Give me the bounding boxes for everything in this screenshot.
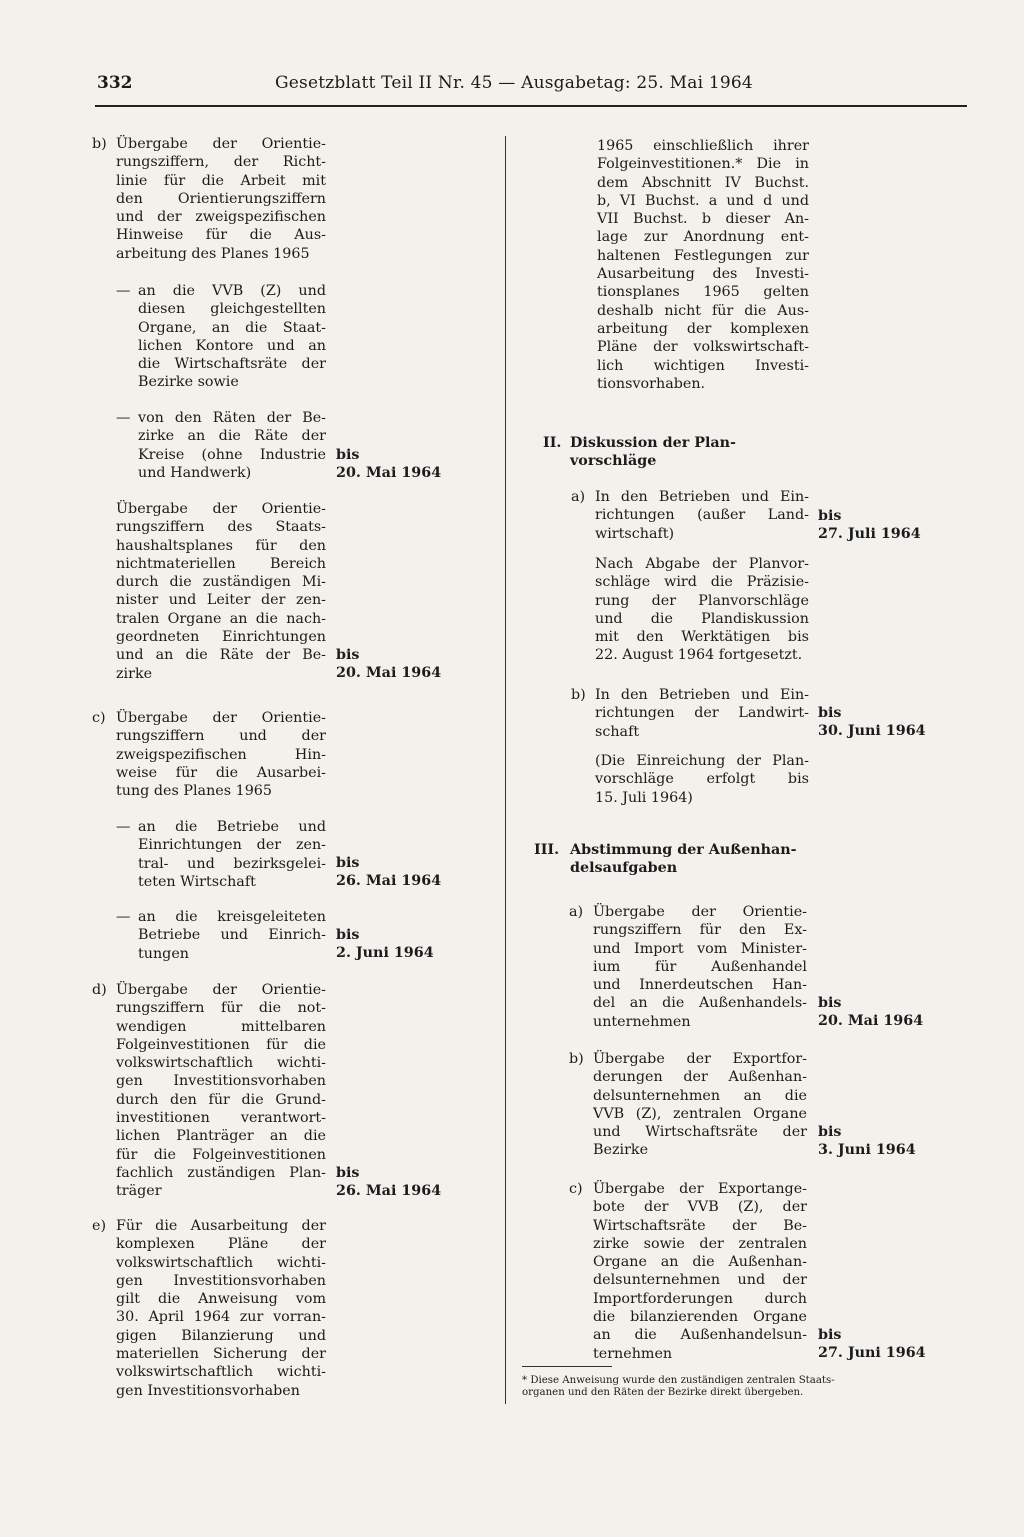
text-line: Übergabe der Orientie-: [116, 501, 326, 517]
text-line: Organe an die Außenhan-: [593, 1254, 807, 1271]
paragraph: [595, 752, 809, 807]
text-line: für die Folgeinvestitionen: [116, 1146, 326, 1163]
paragraph: [595, 488, 809, 543]
text-line: und der zweigspezifischen: [116, 209, 326, 226]
text-line: delsunternehmen und der: [593, 1272, 807, 1289]
text-line: den Orientierungsziffern: [116, 190, 326, 207]
text-line: diesen gleichgestellten: [138, 301, 326, 318]
text-line: bis: [818, 705, 842, 721]
text-line: arbeitung des Planes 1965: [116, 245, 310, 262]
text-line: die bilanzierenden Organe: [593, 1309, 807, 1326]
text-line: bis: [818, 995, 842, 1011]
text-line: Folgeinvestitionen für die: [116, 1036, 326, 1053]
text-line: zirke an die Räte der: [138, 428, 326, 445]
text-line: rungsziffern für den Ex-: [593, 922, 807, 939]
text-line: und Wirtschaftsräte der: [593, 1124, 807, 1141]
dash: —: [116, 909, 131, 925]
text-line: vorschläge: [570, 453, 657, 470]
text-line: tralen Organe an die nach-: [116, 610, 326, 627]
page-number: 332: [97, 73, 133, 93]
text-line: Betriebe und Einrich-: [138, 927, 326, 944]
text-line: investitionen verantwort-: [116, 1110, 326, 1127]
deadline: [818, 704, 926, 741]
text-line: an die Betriebe und: [138, 819, 326, 835]
text-line: mit den Werktätigen bis: [595, 629, 809, 646]
deadline: [336, 646, 441, 683]
text-line: bote der VVB (Z), der: [593, 1199, 807, 1216]
text-line: richtungen (außer Land-: [595, 507, 809, 524]
text-line: ium für Außenhandel: [593, 958, 807, 975]
paragraph: [138, 908, 326, 963]
text-line: arbeitung der komplexen: [597, 320, 809, 337]
text-line: und Innerdeutschen Han-: [593, 977, 807, 994]
item-label: d): [92, 982, 107, 998]
text-line: linie für die Arbeit mit: [116, 172, 326, 189]
text-line: derungen der Außenhan-: [593, 1069, 807, 1086]
text-line: bis: [336, 447, 360, 463]
text-line: vorschläge erfolgt bis: [595, 771, 809, 788]
text-line: bis: [336, 855, 360, 871]
text-line: an die VVB (Z) und: [138, 283, 326, 299]
text-line: delsaufgaben: [570, 860, 678, 877]
text-line: del an die Außenhandels-: [593, 995, 807, 1012]
item-label: e): [92, 1218, 107, 1234]
item-label: c): [92, 710, 106, 726]
paragraph: [138, 282, 326, 392]
text-line: VII Buchst. b dieser An-: [597, 211, 809, 228]
deadline: [818, 1123, 916, 1160]
deadline: [818, 507, 921, 544]
text-line: gen Investitionsvorhaben: [116, 1382, 300, 1399]
text-line: Nach Abgabe der Planvor-: [595, 556, 809, 572]
text-line: rungsziffern und der: [116, 728, 326, 745]
column-rule: [505, 136, 506, 1404]
text-line: weise für die Ausarbei-: [116, 764, 326, 781]
text-line: richtungen der Landwirt-: [595, 705, 809, 722]
text-line: VVB (Z), zentralen Organe: [593, 1105, 807, 1122]
text-line: In den Betrieben und Ein-: [595, 687, 809, 703]
header-rule: [95, 105, 967, 107]
text-line: 20. Mai 1964: [818, 1013, 924, 1030]
text-line: zirke: [116, 665, 153, 682]
text-line: tionsvorhaben.: [597, 375, 706, 392]
text-line: bis: [818, 1327, 842, 1343]
text-line: tung des Planes 1965: [116, 783, 273, 800]
text-line: 20. Mai 1964: [336, 665, 442, 682]
text-line: Organe, an die Staat-: [138, 319, 326, 336]
footnote: [522, 1375, 967, 1399]
deadline: [336, 926, 434, 963]
text-line: Diskussion der Plan-: [570, 435, 736, 451]
paragraph: [593, 903, 807, 1031]
text-line: tionsplanes 1965 gelten: [597, 284, 809, 301]
item-label: c): [569, 1181, 583, 1197]
dash: —: [116, 410, 131, 426]
text-line: gilt die Anweisung vom: [116, 1291, 326, 1308]
section-heading: [570, 434, 810, 471]
text-line: * Diese Anweisung wurde den zuständigen zentralen Staats-: [522, 1375, 835, 1386]
text-line: bis: [336, 1165, 360, 1181]
text-line: rungsziffern, der Richt-: [116, 154, 326, 171]
text-line: gigen Bilanzierung und: [116, 1327, 326, 1344]
paragraph: [593, 1050, 807, 1160]
text-line: organen und den Räten der Bezirke direkt übergeben.: [522, 1387, 804, 1398]
section-number: III.: [534, 842, 560, 858]
text-line: an die Außenhandelsun-: [593, 1327, 807, 1344]
text-line: unternehmen: [593, 1013, 691, 1030]
text-line: rungsziffern für die not-: [116, 1000, 326, 1017]
text-line: lich wichtigen Investi-: [597, 357, 809, 374]
text-line: 1965 einschließlich ihrer: [597, 138, 809, 154]
text-line: durch die zuständigen Mi-: [116, 574, 326, 591]
item-label: a): [571, 489, 586, 505]
text-line: 27. Juni 1964: [818, 1345, 926, 1362]
section-heading: [570, 841, 810, 878]
text-line: Importforderungen durch: [593, 1290, 807, 1307]
text-line: 20. Mai 1964: [336, 465, 442, 482]
dash: —: [116, 819, 131, 835]
paragraph: [116, 709, 326, 800]
text-line: Ausarbeitung des Investi-: [597, 266, 809, 283]
text-line: ternehmen: [593, 1345, 673, 1362]
text-line: lichen Kontore und an: [138, 337, 326, 354]
text-line: Wirtschaftsräte der Be-: [593, 1217, 807, 1234]
text-line: zirke sowie der zentralen: [593, 1235, 807, 1252]
text-line: fachlich zuständigen Plan-: [116, 1164, 326, 1181]
deadline: [818, 994, 923, 1031]
text-line: volkswirtschaftlich wichti-: [116, 1364, 326, 1381]
text-line: bis: [336, 647, 360, 663]
item-label: b): [569, 1051, 584, 1067]
text-line: nister und Leiter der zen-: [116, 592, 326, 609]
text-line: wirtschaft): [595, 525, 675, 542]
text-line: bis: [818, 508, 842, 524]
text-line: und an die Räte der Be-: [116, 647, 326, 664]
text-line: b, VI Buchst. a und d und: [597, 192, 809, 209]
text-line: 2. Juni 1964: [336, 945, 434, 962]
running-title: Gesetzblatt Teil II Nr. 45 — Ausgabetag: 25. Mai 1964: [275, 73, 753, 93]
paragraph: [116, 981, 326, 1201]
text-line: delsunternehmen an die: [593, 1087, 807, 1104]
text-line: volkswirtschaftlich wichti-: [116, 1254, 326, 1271]
paragraph: [597, 137, 809, 393]
text-line: schläge wird die Präzisie-: [595, 574, 809, 591]
text-line: 27. Juli 1964: [818, 526, 921, 543]
text-line: 26. Mai 1964: [336, 873, 442, 890]
text-line: 3. Juni 1964: [818, 1142, 916, 1159]
text-line: rung der Planvorschläge: [595, 592, 809, 609]
text-line: und die Plandiskussion: [595, 610, 809, 627]
paragraph: [595, 555, 809, 665]
text-line: deshalb nicht für die Aus-: [597, 302, 809, 319]
text-line: Einrichtungen der zen-: [138, 837, 326, 854]
text-line: nichtmateriellen Bereich: [116, 555, 326, 572]
deadline: [336, 854, 441, 891]
paragraph: [593, 1180, 807, 1363]
text-line: lage zur Anordnung ent-: [597, 229, 809, 246]
text-line: lichen Planträger an die: [116, 1128, 326, 1145]
text-line: Abstimmung der Außenhan-: [570, 842, 797, 858]
deadline: [336, 446, 441, 483]
text-line: Bezirke: [593, 1142, 649, 1159]
text-line: 15. Juli 1964): [595, 789, 693, 806]
paragraph: [116, 1217, 326, 1400]
text-line: und Handwerk): [138, 464, 252, 481]
text-line: träger: [116, 1183, 162, 1200]
text-line: wendigen mittelbaren: [116, 1018, 326, 1035]
deadline: [336, 1164, 441, 1201]
text-line: Für die Ausarbeitung der: [116, 1218, 326, 1234]
text-line: In den Betrieben und Ein-: [595, 489, 809, 505]
text-line: die Wirtschaftsräte der: [138, 356, 326, 373]
section-number: II.: [543, 435, 562, 451]
text-line: haushaltsplanes für den: [116, 537, 326, 554]
text-line: dem Abschnitt IV Buchst.: [597, 174, 809, 191]
text-line: von den Räten der Be-: [138, 410, 326, 426]
paragraph: [138, 409, 326, 482]
text-line: Übergabe der Orientie-: [116, 982, 326, 998]
text-line: Übergabe der Exportfor-: [593, 1051, 807, 1067]
text-line: tungen: [138, 945, 189, 962]
text-line: haltenen Festlegungen zur: [597, 247, 809, 264]
dash: —: [116, 283, 131, 299]
text-line: schaft: [595, 723, 640, 740]
text-line: Übergabe der Exportange-: [593, 1181, 807, 1197]
deadline: [818, 1326, 926, 1363]
text-line: Pläne der volkswirtschaft-: [597, 339, 809, 356]
text-line: geordneten Einrichtungen: [116, 629, 326, 646]
text-line: gen Investitionsvorhaben: [116, 1073, 326, 1090]
text-line: komplexen Pläne der: [116, 1236, 326, 1253]
paragraph: [116, 135, 326, 263]
text-line: Übergabe der Orientie-: [116, 710, 326, 726]
text-line: tral- und bezirksgelei-: [138, 855, 326, 872]
text-line: Hinweise für die Aus-: [116, 227, 326, 244]
text-line: Kreise (ohne Industrie: [138, 446, 326, 463]
text-line: gen Investitionsvorhaben: [116, 1272, 326, 1289]
text-line: 26. Mai 1964: [336, 1183, 442, 1200]
text-line: durch den für die Grund-: [116, 1091, 326, 1108]
text-line: Übergabe der Orientie-: [593, 904, 807, 920]
footnote-rule: [522, 1366, 612, 1367]
text-line: Übergabe der Orientie-: [116, 136, 326, 152]
text-line: (Die Einreichung der Plan-: [595, 753, 809, 769]
text-line: 22. August 1964 fortgesetzt.: [595, 647, 803, 664]
text-line: bis: [818, 1124, 842, 1140]
text-line: Folgeinvestitionen.* Die in: [597, 156, 809, 173]
item-label: b): [92, 136, 107, 152]
item-label: b): [571, 687, 586, 703]
paragraph: [595, 686, 809, 741]
text-line: bis: [336, 927, 360, 943]
text-line: materiellen Sicherung der: [116, 1346, 326, 1363]
text-line: zweigspezifischen Hin-: [116, 746, 326, 763]
text-line: und Import vom Minister-: [593, 940, 807, 957]
item-label: a): [569, 904, 584, 920]
text-line: an die kreisgeleiteten: [138, 909, 326, 925]
text-line: rungsziffern des Staats-: [116, 519, 326, 536]
text-line: teten Wirtschaft: [138, 873, 256, 890]
text-line: 30. Juni 1964: [818, 723, 926, 740]
paragraph: [116, 500, 326, 683]
text-line: 30. April 1964 zur vorran-: [116, 1309, 326, 1326]
text-line: volkswirtschaftlich wichti-: [116, 1055, 326, 1072]
text-line: Bezirke sowie: [138, 374, 239, 391]
paragraph: [138, 818, 326, 891]
